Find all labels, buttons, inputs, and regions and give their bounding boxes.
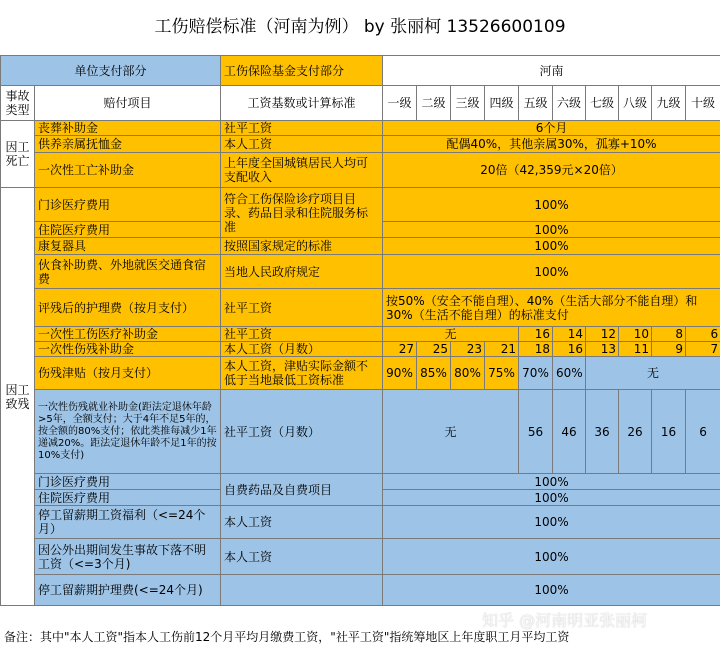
table-row-item: 因公外出期间发生事故下落不明工资（<=3个月) <box>35 539 221 575</box>
table-row-item: 供养亲属抚恤金 <box>35 136 221 153</box>
table-row-value: 100% <box>383 539 720 575</box>
table-row-basis: 当地人民政府规定 <box>221 255 383 289</box>
grade-value: 85% <box>417 357 451 390</box>
table-row-basis: 符合工伤保险诊疗项目目录、药品目录和住院服务标准 <box>221 188 383 238</box>
table-row-value: 100% <box>383 255 720 289</box>
grade-value: 21 <box>485 342 519 357</box>
table-row-basis: 社平工资 <box>221 289 383 327</box>
grade-value: 46 <box>553 390 586 474</box>
table-row-basis <box>221 575 383 606</box>
grade-header: 七级 <box>586 86 619 121</box>
compensation-table <box>0 55 720 606</box>
grade-header: 十级 <box>686 86 720 121</box>
table-row-value: 100% <box>383 474 720 490</box>
grade-value: 23 <box>451 342 485 357</box>
table-row-value: 100% <box>383 222 720 238</box>
table-row-basis: 本人工资 <box>221 506 383 539</box>
grade-header: 九级 <box>652 86 686 121</box>
table-row-value: 配偶40%，其他亲属30%，孤寡+10% <box>383 136 720 153</box>
table-row-value: 无 <box>383 390 519 474</box>
table-row-item: 住院医疗费用 <box>35 490 221 506</box>
grade-value: 25 <box>417 342 451 357</box>
table-row-item: 一次性伤残补助金 <box>35 342 221 357</box>
case-type-header: 事故类型 <box>1 86 35 121</box>
table-row-value: 20倍（42,359元×20倍） <box>383 153 720 188</box>
table-row-item: 伙食补助费、外地就医交通食宿费 <box>35 255 221 289</box>
grade-header: 二级 <box>417 86 451 121</box>
table-row-value: 无 <box>586 357 720 390</box>
grade-value: 60% <box>553 357 586 390</box>
grade-value: 70% <box>519 357 553 390</box>
table-row-item: 伤残津贴（按月支付） <box>35 357 221 390</box>
table-row-item: 停工留薪期护理费(<=24个月) <box>35 575 221 606</box>
grade-value: 75% <box>485 357 519 390</box>
table-row-item: 丧葬补助金 <box>35 121 221 136</box>
grade-value: 90% <box>383 357 417 390</box>
grade-value: 18 <box>519 342 553 357</box>
grade-value: 16 <box>553 342 586 357</box>
table-row-value: 100% <box>383 506 720 539</box>
page-title: 工伤赔偿标准（河南为例） by 张丽柯 13526600109 <box>154 17 566 37</box>
table-row-item: 住院医疗费用 <box>35 222 221 238</box>
table-row-item: 康复器具 <box>35 238 221 255</box>
grade-value: 10 <box>619 327 652 342</box>
grade-header: 一级 <box>383 86 417 121</box>
grade-value: 80% <box>451 357 485 390</box>
basis-header: 工资基数或计算标准 <box>221 86 383 121</box>
table-row-basis: 自费药品及自费项目 <box>221 474 383 506</box>
grade-value: 6 <box>686 327 720 342</box>
table-row-value: 100% <box>383 238 720 255</box>
grade-header: 四级 <box>485 86 519 121</box>
table-row-basis: 本人工资，津贴实际金额不低于当地最低工资标准 <box>221 357 383 390</box>
grade-value: 7 <box>686 342 720 357</box>
grade-value: 16 <box>652 390 686 474</box>
grade-header: 六级 <box>553 86 586 121</box>
table-row-basis: 上年度全国城镇居民人均可支配收入 <box>221 153 383 188</box>
grade-value: 16 <box>519 327 553 342</box>
table-row-item: 评残后的护理费（按月支付） <box>35 289 221 327</box>
grade-value: 56 <box>519 390 553 474</box>
grade-header: 三级 <box>451 86 485 121</box>
table-row-item: 一次性工亡补助金 <box>35 153 221 188</box>
table-row-value: 100% <box>383 575 720 606</box>
grade-value: 26 <box>619 390 652 474</box>
footnote: 备注：其中"本人工资"指本人工伤前12个月平均月缴费工资，"社平工资"指统筹地区上年度职工月平均工资 <box>4 630 570 644</box>
grade-value: 12 <box>586 327 619 342</box>
table-row-item: 一次性伤残就业补助金(距法定退休年龄>5年，全额支付；大于4年不足5年的，按全额的80%支付；依此类推每减少1年递减20%。距法定退休年龄不足1年的按10%支付) <box>35 390 221 474</box>
case-type-disability: 因工致残 <box>1 188 35 606</box>
table-row-basis: 本人工资 <box>221 136 383 153</box>
table-row-basis: 本人工资（月数） <box>221 342 383 357</box>
table-row-item: 一次性工伤医疗补助金 <box>35 327 221 342</box>
table-row-value: 100% <box>383 188 720 222</box>
table-row-basis: 社平工资 <box>221 121 383 136</box>
table-row-value: 无 <box>383 327 519 342</box>
grade-value: 27 <box>383 342 417 357</box>
grade-value: 36 <box>586 390 619 474</box>
table-row-basis: 按照国家规定的标准 <box>221 238 383 255</box>
grade-value: 11 <box>619 342 652 357</box>
grade-header: 五级 <box>519 86 553 121</box>
grade-value: 6 <box>686 390 720 474</box>
grade-value: 9 <box>652 342 686 357</box>
item-header: 赔付项目 <box>35 86 221 121</box>
table-row-item: 停工留薪期工资福利（<=24个月） <box>35 506 221 539</box>
watermark: 知乎 @河南明亚张丽柯 <box>482 611 648 630</box>
table-row-value: 按50%（安全不能自理）、40%（生活大部分不能自理）和30%（生活不能自理）的标准支付 <box>383 289 720 327</box>
table-row-item: 门诊医疗费用 <box>35 188 221 222</box>
table-row-item: 门诊医疗费用 <box>35 474 221 490</box>
table-row-value: 6个月 <box>383 121 720 136</box>
table-row-basis: 社平工资 <box>221 327 383 342</box>
table-row-basis: 本人工资 <box>221 539 383 575</box>
grade-value: 8 <box>652 327 686 342</box>
grade-value: 14 <box>553 327 586 342</box>
case-type-death: 因工死亡 <box>1 121 35 188</box>
table-row-basis: 社平工资（月数） <box>221 390 383 474</box>
employer-part-header: 单位支付部分 <box>1 56 221 86</box>
grade-header: 八级 <box>619 86 652 121</box>
fund-part-header: 工伤保险基金支付部分 <box>221 56 383 86</box>
table-row-value: 100% <box>383 490 720 506</box>
region-header: 河南 <box>383 56 720 86</box>
grade-value: 13 <box>586 342 619 357</box>
